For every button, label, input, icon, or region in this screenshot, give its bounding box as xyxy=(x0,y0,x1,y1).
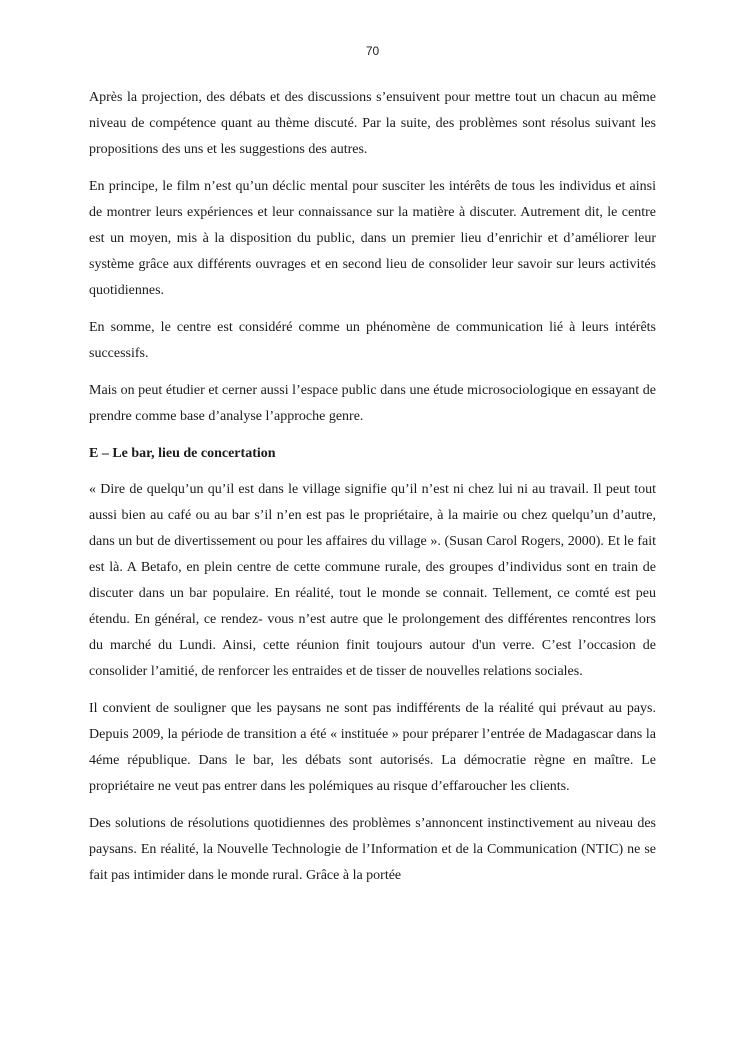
paragraph-public-space: Mais on peut étudier et cerner aussi l’espace public dans une étude microsociologique en essayant de prendre comme base d’analyse l’approche genre. xyxy=(89,383,656,424)
section-heading: E – Le bar, lieu de concertation xyxy=(89,446,276,461)
paragraph-bar-quote: « Dire de quelqu’un qu’il est dans le village signifie qu’il n’est ni chez lui ni au travail. Il peut tout aussi bien au café ou au bar s’il n’en est pas le propriétaire, à la mairie ou chez quelqu’un d’autre, dans un but de divertissement ou pour les affaires du village ». (Susan Carol Rogers, 2000). Et le fait est là. A Betafo, en plein centre de cette commune rurale, des groupes d’individus sont en train de discuter dans un bar populaire. En réalité, tout le monde se connait. Tellement, ce comté est peu étendu. En général, ce rendez- vous n’est autre que le prolongement des différentes rencontres lors du marché du Lundi. Ainsi, cette réunion finit toujours autour d'un verre. C’est l’occasion de consolider l’amitié, de renforcer les entraides et de tisser de nouvelles relations sociales. xyxy=(89,482,656,679)
paragraph-summary: En somme, le centre est considéré comme un phénomène de communication lié à leurs intérêts successifs. xyxy=(89,320,656,361)
paragraph-solutions-ntic: Des solutions de résolutions quotidiennes des problèmes s’annoncent instinctivement au niveau des paysans. En réalité, la Nouvelle Technologie de l’Information et de la Communication (NTIC) ne se fait pas intimider dans le monde rural. Grâce à la portée xyxy=(89,816,656,883)
paragraph-peasants-reality: Il convient de souligner que les paysans ne sont pas indifférents de la réalité qui prévaut au pays. Depuis 2009, la période de transition a été « instituée » pour préparer l’entrée de Madagascar dans la 4éme république. Dans le bar, les débats sont autorisés. La démocratie règne en maître. Le propriétaire ne veut pas entrer dans les polémiques au risque d’effaroucher les clients. xyxy=(89,701,656,794)
paragraph-projection-debates: Après la projection, des débats et des discussions s’ensuivent pour mettre tout un chacun au même niveau de compétence quant au thème discuté. Par la suite, des problèmes sont résolus suivant les propositions des uns et les suggestions des autres. xyxy=(89,90,656,157)
paragraph-film-principle: En principe, le film n’est qu’un déclic mental pour susciter les intérêts de tous les individus et ainsi de montrer leurs expériences et leur connaissance sur la matière à discuter. Autrement dit, le centre est un moyen, mis à la disposition du public, dans un premier lieu d’enrichir et d’améliorer leur système grâce aux différents ouvrages et en second lieu de consolider leur savoir sur leurs activités quotidiennes. xyxy=(89,179,656,298)
document-body xyxy=(89,85,656,900)
page-number: 70 xyxy=(365,44,380,58)
